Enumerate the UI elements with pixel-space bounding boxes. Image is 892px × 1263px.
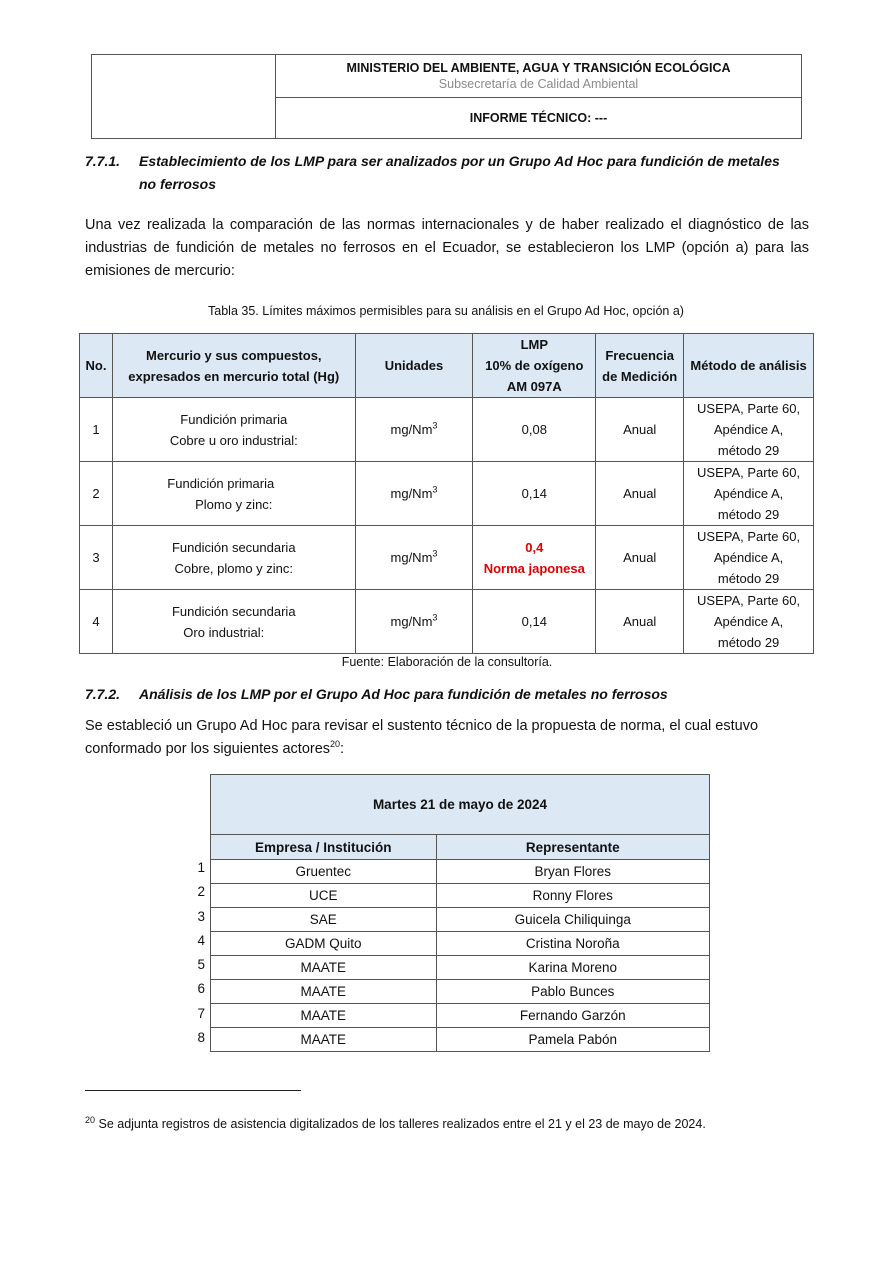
footnote-ref[interactable]: 20 (330, 739, 341, 750)
group-table-title: Martes 21 de mayo de 2024 (211, 775, 710, 835)
row-numbers: 1 2 3 4 5 6 7 8 (197, 860, 205, 1046)
table-row: 3 Fundición secundaria Cobre, plomo y zinc: mg/Nm$^3$ 0,4 Norma japonesa Anual USEPA, Parte 60, Apéndice A, método 29 (80, 526, 814, 590)
table-row: UCE Ronny Flores (211, 884, 710, 908)
highlighted-lmp: 0,4 Norma japonesa (473, 526, 596, 590)
table-row: 1 Fundición primaria Cobre u oro industrial: mg/Nm$^3$ 0,08 Anual USEPA, Parte 60, Apéndice A, método 29 (80, 398, 814, 462)
lmp-table (79, 333, 814, 654)
group-table (210, 774, 710, 1052)
document-header (91, 54, 802, 139)
table-header-row (80, 334, 814, 398)
section-heading-7-7-1 (85, 150, 805, 196)
header-representative: Representante (436, 835, 709, 860)
section-number: 7.7.2. (85, 686, 121, 702)
table-row: MAATE Pablo Bunces (211, 980, 710, 1004)
section-heading-7-7-2 (85, 683, 668, 706)
header-compound: Mercurio y sus compuestos, expresados en mercurio total (Hg) (112, 334, 355, 398)
section-number: 7.7.1. (85, 153, 121, 169)
table-row: GADM Quito Cristina Noroña (211, 932, 710, 956)
informe-label: INFORME TÉCNICO: --- (469, 111, 608, 125)
table-row: MAATE Pamela Pabón (211, 1028, 710, 1052)
section-title-line1: Establecimiento de los LMP para ser analizados por un Grupo Ad Hoc para fundición de metales (139, 153, 780, 169)
table-source: Fuente: Elaboración de la consultoría. (341, 655, 553, 669)
header-no: No. (80, 334, 113, 398)
table-row: 2 Fundición primaria Plomo y zinc: mg/Nm$^3$ 0,14 Anual USEPA, Parte 60, Apéndice A, método 29 (80, 462, 814, 526)
table-row: MAATE Fernando Garzón (211, 1004, 710, 1028)
logo-cell (92, 55, 276, 138)
table-caption: Tabla 35. Límites máximos permisibles para su análisis en el Grupo Ad Hoc, opción a) (208, 304, 684, 318)
subsecretaria-name: Subsecretaría de Calidad Ambiental (438, 77, 639, 91)
header-units: Unidades (355, 334, 473, 398)
header-method: Método de análisis (684, 334, 814, 398)
table-row: SAE Guicela Chiliquinga (211, 908, 710, 932)
footnote-separator (85, 1090, 301, 1091)
table-row: 4 Fundición secundaria Oro industrial: mg/Nm$^3$ 0,14 Anual USEPA, Parte 60, Apéndice A, método 29 (80, 590, 814, 654)
table-row: MAATE Karina Moreno (211, 956, 710, 980)
intro-paragraph: Una vez realizada la comparación de las normas internacionales y de haber realizado el diagnóstico de las industrias de fundición de metales no ferrosos en el Ecuador, se establecieron los LMP (opción a) para las emisiones de mercurio: (85, 217, 809, 279)
section-title-line2: no ferrosos (139, 176, 217, 192)
footnote: $^{20}$ Se adjunta registros de asistencia digitalizados de los talleres realizados entre el 21 y el 23 de mayo de 2024. (85, 1114, 706, 1131)
header-company: Empresa / Institución (211, 835, 437, 860)
header-lmp: LMP 10% de oxígeno AM 097A (473, 334, 596, 398)
section-title: Análisis de los LMP por el Grupo Ad Hoc para fundición de metales no ferrosos (139, 686, 668, 702)
header-frequency: Frecuencia de Medición (596, 334, 684, 398)
table-row: Gruentec Bryan Flores (211, 860, 710, 884)
ministry-name: MINISTERIO DEL AMBIENTE, AGUA Y TRANSICIÓN ECOLÓGICA (346, 61, 731, 75)
group-paragraph: Se estableció un Grupo Ad Hoc para revisar el sustento técnico de la propuesta de norma, el cual estuvo conformado por los siguientes actores$^{20}$: (85, 718, 759, 757)
